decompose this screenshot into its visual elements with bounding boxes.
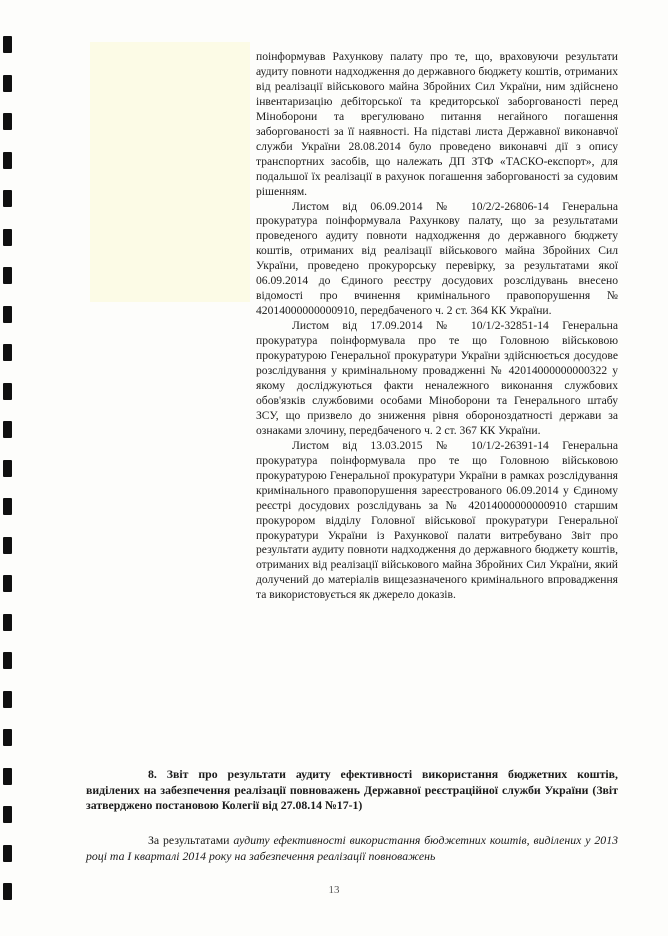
- paragraph-4: Листом від 13.03.2015 № 10/1/2-26391-14 Генеральна прокуратура поінформувала про те що Головною військовою прокуратурою Генеральної прокуратури України в рамках розслідування кримінального правопорушення зареєстрованого 06.09.2014 у Єдиному реєстрі досудових розслідувань за № 42014000000000910 старшим прокурором відділу Головної військової прокуратури Генеральної прокуратури України із Рахункової палати витребувано Звіт про результати аудиту повноти надходження до державного бюджету коштів, отриманих від реалізації військового майна Збройних Сил України, який долучений до матеріалів вищезазначеного кримінального впровадження та використовується як джерело доказів.: [256, 438, 618, 602]
- binding-hole: [3, 806, 12, 823]
- binding-hole: [3, 575, 12, 592]
- binding-hole: [3, 537, 12, 554]
- binding-hole: [3, 421, 12, 438]
- margin-highlight: [90, 42, 250, 302]
- body-text-column: [256, 50, 618, 603]
- paragraph-2: Листом від 06.09.2014 № 10/2/2-26806-14 Генеральна прокуратура поінформувала Рахункову палату, що за результатами проведеного аудиту повноти надходження до державного бюджету коштів, отриманих від реалізації військового майна Збройних Сил України, проведено прокурорську перевірку, за результатами якої 06.09.2014 до Єдиного реєстру досудових розслідувань внесено відомості про вчинення кримінального правопорушення № 42014000000000910, передбаченого ч. 2 ст. 364 КК України.: [256, 199, 618, 318]
- closing-italic: аудиту ефективності використання бюджетних коштів, виділених у 2013 році та І кварталі 2014 року на забезпечення реалізації повноважень: [86, 833, 618, 863]
- binding-hole: [3, 383, 12, 400]
- section-heading: [86, 767, 618, 814]
- binding-hole: [3, 344, 12, 361]
- binding-hole: [3, 306, 12, 323]
- page-number: 13: [328, 884, 340, 896]
- closing-paragraph: [86, 833, 618, 864]
- paragraph-3: Листом від 17.09.2014 № 10/1/2-32851-14 Генеральна прокуратура поінформувала про те що Головною військовою прокуратурою Генеральної прокуратури України здійснюється досудове розслідування у кримінальному провадженні № 42014000000000322 у якому досліджуються факти неналежного виконання службових обов'язків службовими особами Міноборони та Генерального штабу ЗСУ, що призвело до зниження рівня обороноздатності держави за ознаками злочину, передбаченого ч. 2 ст. 367 КК України.: [256, 319, 618, 437]
- paragraph-1: поінформував Рахункову палату про те, що, враховуючи результати аудиту повноти надходження до державного бюджету коштів, отриманих від реалізації військового майна Збройних Сил України, ним здійснено інвентаризацію дебіторської та кредиторської заборгованості перед Міноборони та врегулювано питання негайного погашення заборгованості за її наявності. На підставі листа Державної виконавчої служби України 28.08.2014 було проведено виконавчі дії з опису транспортних засобів, що належать ДП ЗТФ «ТАСКО-експорт», для подальшої їх реалізації в рахунок погашення заборгованості за судовим рішенням.: [256, 50, 618, 198]
- binding-hole: [3, 229, 12, 246]
- binding-hole: [3, 460, 12, 477]
- binding-hole: [3, 75, 12, 92]
- section-number: 8.: [148, 767, 157, 781]
- binding-hole: [3, 691, 12, 708]
- binding-hole: [3, 614, 12, 631]
- binding-hole: [3, 190, 12, 207]
- binding-hole: [3, 652, 12, 669]
- binding-hole: [3, 152, 12, 169]
- binding-hole: [3, 36, 12, 53]
- closing-lead: За результатами: [148, 833, 230, 847]
- binding-holes: [0, 0, 22, 936]
- binding-hole: [3, 498, 12, 515]
- section-title: Звіт про результати аудиту ефективності використання бюджетних коштів, виділених на забезпечення реалізації повноважень Державної реєстраційної служби України (Звіт затверджено постановою Колегії від 27.08.14 №17-1): [86, 767, 618, 812]
- binding-hole: [3, 768, 12, 785]
- binding-hole: [3, 845, 12, 862]
- binding-hole: [3, 113, 12, 130]
- binding-hole: [3, 729, 12, 746]
- binding-hole: [3, 267, 12, 284]
